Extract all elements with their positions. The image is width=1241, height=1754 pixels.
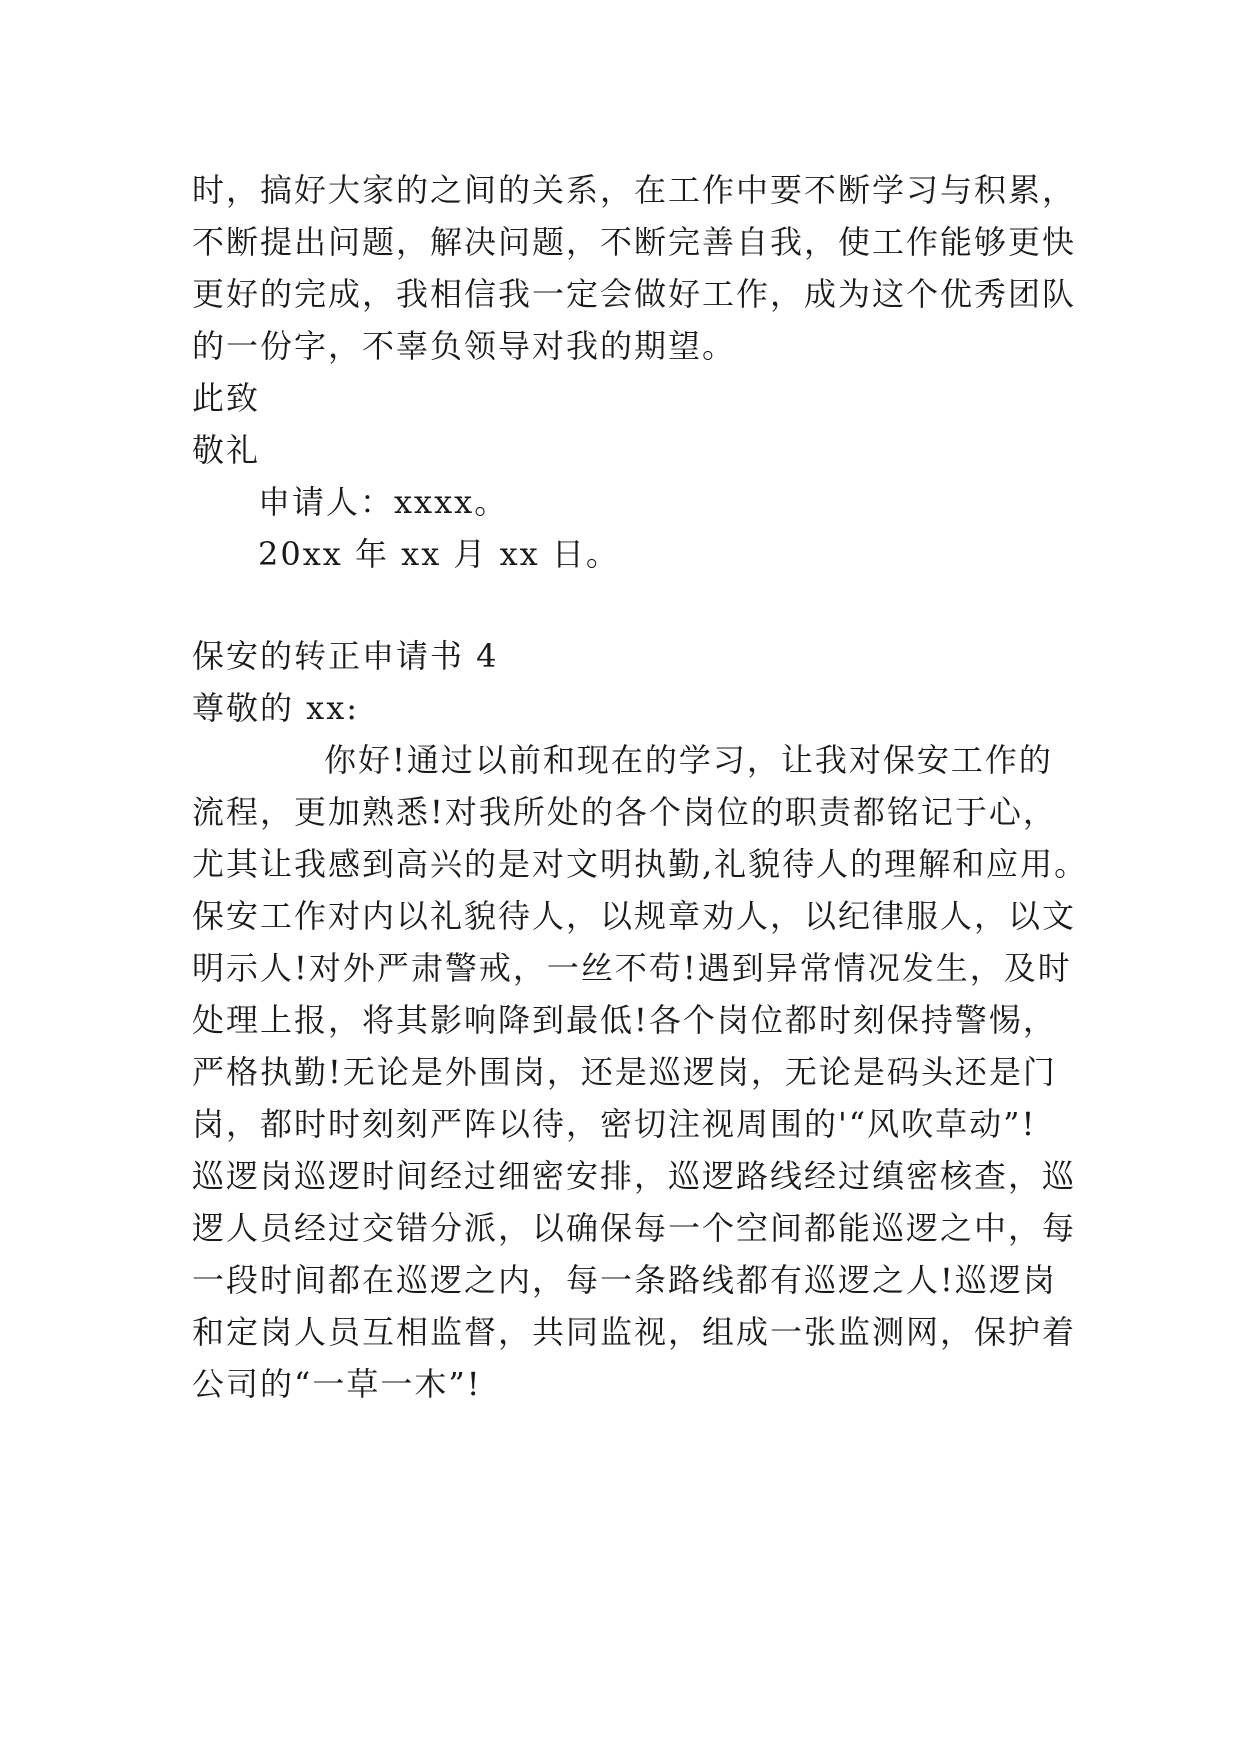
applicant-signature: 申请人：xxxx。 <box>258 483 509 521</box>
body-line: 和定岗人员互相监督，共同监视，组成一张监测网，保护着 <box>192 1313 1077 1351</box>
letter-salutation: 尊敬的 xx: <box>192 689 360 727</box>
body-line: 明示人!对外严肃警戒，一丝不苟!遇到异常情况发生，及时 <box>192 949 1072 987</box>
body-line: 尤其让我感到高兴的是对文明执勤,礼貌待人的理解和应用。 <box>192 845 1089 883</box>
body-line: 严格执勤!无论是外围岗，还是巡逻岗，无论是码头还是门 <box>192 1053 1057 1091</box>
paragraph-line: 不断提出问题，解决问题，不断完善自我，使工作能够更快 <box>192 223 1077 261</box>
body-line: 逻人员经过交错分派，以确保每一个空间都能巡逻之中，每 <box>192 1209 1077 1247</box>
body-line: 保安工作对内以礼貌待人，以规章劝人，以纪律服人，以文 <box>192 897 1077 935</box>
closing-jing-li: 敬礼 <box>192 431 261 469</box>
closing-ci-zhi: 此致 <box>192 379 261 417</box>
letter-title: 保安的转正申请书 4 <box>192 637 499 675</box>
paragraph-line: 时，搞好大家的之间的关系，在工作中要不断学习与积累， <box>192 171 1077 209</box>
body-line: 处理上报，将其影响降到最低!各个岗位都时刻保持警惕， <box>192 1001 1057 1039</box>
signature-date: 20xx 年 xx 月 xx 日。 <box>258 535 620 573</box>
body-line: 流程，更加熟悉!对我所处的各个岗位的职责都铭记于心， <box>192 793 1057 831</box>
paragraph-line: 更好的完成，我相信我一定会做好工作，成为这个优秀团队 <box>192 275 1077 313</box>
body-line: 你好!通过以前和现在的学习，让我对保安工作的 <box>324 741 1053 779</box>
body-line: 一段时间都在巡逻之内，每一条路线都有巡逻之人!巡逻岗 <box>192 1261 1057 1299</box>
paragraph-line: 的一份字，不辜负领导对我的期望。 <box>192 327 737 365</box>
body-line: 巡逻岗巡逻时间经过细密安排，巡逻路线经过缜密核查，巡 <box>192 1157 1077 1195</box>
body-line: 岗，都时时刻刻严阵以待，密切注视周围的'“风吹草动”! <box>192 1105 1037 1143</box>
body-line: 公司的“一草一木”! <box>192 1365 482 1403</box>
